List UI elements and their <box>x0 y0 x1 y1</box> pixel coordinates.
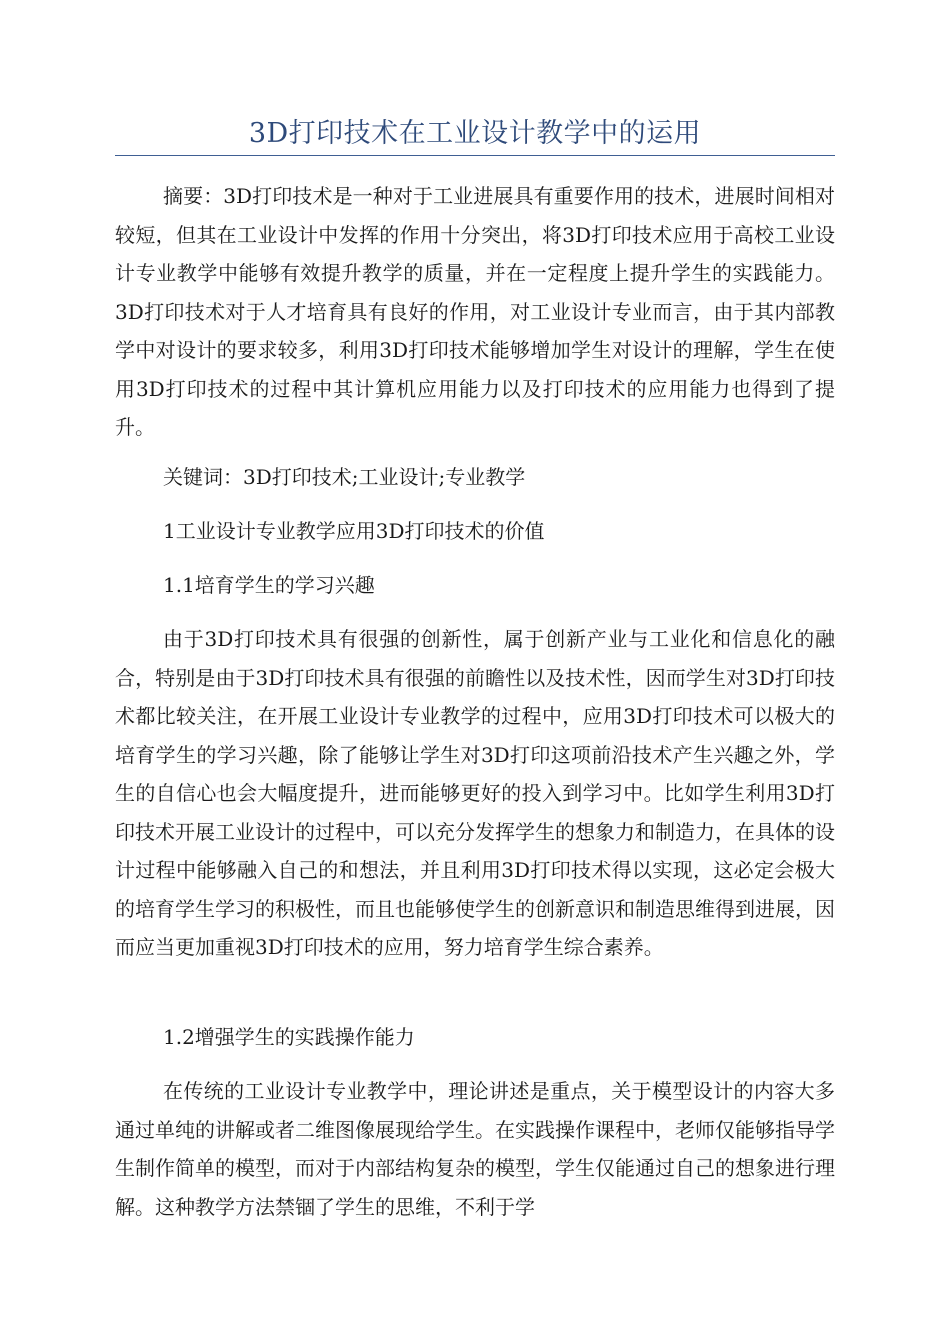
section-1-1-paragraph: 由于3D打印技术具有很强的创新性，属于创新产业与工业化和信息化的融合，特别是由于3D打印技术具有很强的前瞻性以及技术性，因而学生对3D打印技术都比较关注，在开展工业设计专业教学的过程中，应用3D打印技术可以极大的培育学生的学习兴趣，除了能够让学生对3D打印这项前沿技术产生兴趣之外，学生的自信心也会大幅度提升，进而能够更好的投入到学习中。比如学生利用3D打印技术开展工业设计的过程中，可以充分发挥学生的想象力和制造力，在具体的设计过程中能够融入自己的和想法，并且利用3D打印技术得以实现，这必定会极大的培育学生学习的积极性，而且也能够使学生的创新意识和制造思维得到进展，因而应当更加重视3D打印技术的应用，努力培育学生综合素养。 <box>115 627 835 959</box>
section-heading-1: 1工业设计专业教学应用3D打印技术的价值 <box>163 519 545 543</box>
section-1-2-paragraph: 在传统的工业设计专业教学中，理论讲述是重点，关于模型设计的内容大多通过单纯的讲解或者二维图像展现给学生。在实践操作课程中，老师仅能够指导学生制作简单的模型，而对于内部结构复杂的模型，学生仅能通过自己的想象进行理解。这种教学方法禁锢了学生的思维，不利于学 <box>115 1079 835 1219</box>
section-heading-1-2: 1.2增强学生的实践操作能力 <box>163 1025 415 1049</box>
title-underline <box>115 155 835 156</box>
abstract-paragraph: 摘要：3D打印技术是一种对于工业进展具有重要作用的技术，进展时间相对较短，但其在工业设计中发挥的作用十分突出，将3D打印技术应用于高校工业设计专业教学中能够有效提升教学的质量，并在一定程度上提升学生的实践能力。3D打印技术对于人才培育具有良好的作用，对工业设计专业而言，由于其内部教学中对设计的要求较多，利用3D打印技术能够增加学生对设计的理解，学生在使用3D打印技术的过程中其计算机应用能力以及打印技术的应用能力也得到了提升。 <box>115 184 835 439</box>
keywords-line: 关键词：3D打印技术;工业设计;专业教学 <box>163 465 526 489</box>
document-title: 3D打印技术在工业设计教学中的运用 <box>248 118 702 149</box>
section-heading-1-1: 1.1培育学生的学习兴趣 <box>163 573 375 597</box>
